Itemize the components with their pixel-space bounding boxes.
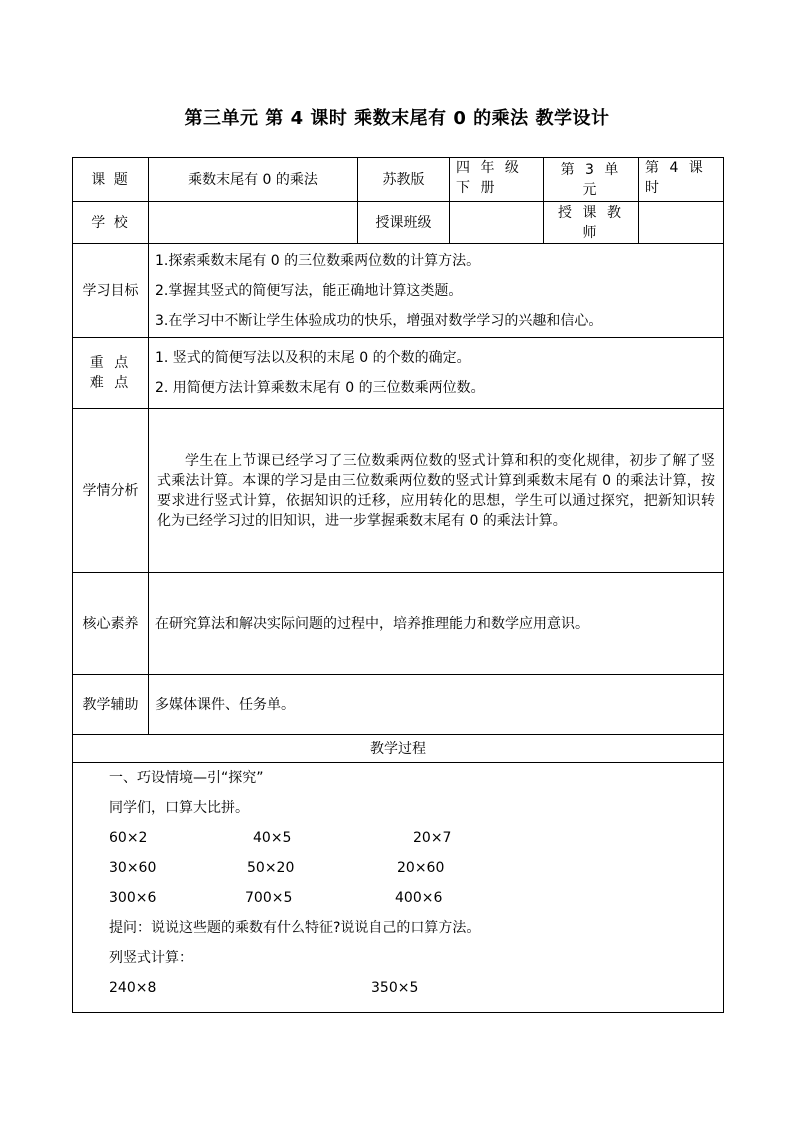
objectives-row — [73, 244, 724, 338]
literacy-row — [73, 573, 724, 675]
oral-calc-row — [109, 883, 723, 913]
teacher-label: 授 课 教 师 — [544, 202, 639, 244]
subject-value: 乘数末尾有 0 的乘法 — [149, 158, 358, 202]
process-question: 提问：说说这些题的乘数有什么特征?说说自己的口算方法。 — [109, 920, 481, 936]
objective-item: 2.掌握其竖式的简便写法，能正确地计算这类题。 — [155, 282, 463, 299]
school-label: 学 校 — [73, 202, 149, 244]
oral-calc-item: 40×5 — [253, 830, 292, 846]
oral-calc-item: 60×2 — [109, 830, 148, 846]
analysis-label: 学情分析 — [73, 409, 149, 573]
literacy-label: 核心素养 — [73, 573, 149, 675]
aids-text: 多媒体课件、任务单。 — [149, 675, 724, 735]
vertical-calc-item: 240×8 — [109, 980, 157, 996]
oral-calc-row — [109, 823, 723, 853]
process-heading-row — [73, 735, 724, 763]
vertical-calc-item: 350×5 — [371, 980, 419, 996]
oral-calc-item: 400×6 — [395, 890, 443, 906]
lesson-cell: 第 4 课 时 — [639, 158, 724, 202]
oral-calc-row — [109, 853, 723, 883]
process-intro: 同学们，口算大比拼。 — [109, 800, 249, 816]
oral-calc-item: 20×60 — [397, 860, 445, 876]
vertical-calc-label: 列竖式计算： — [109, 950, 193, 966]
edition-cell: 苏教版 — [358, 158, 450, 202]
objectives-label: 学习目标 — [73, 244, 149, 338]
objectives-content — [149, 244, 724, 338]
process-content — [73, 763, 724, 1013]
header-row — [73, 158, 724, 202]
grade-cell: 四 年 级 下 册 — [450, 158, 544, 202]
section-heading: 一、巧设情境—引“探究” — [109, 770, 264, 786]
key-points-label: 重 点 难 点 — [73, 338, 149, 409]
oral-calc-item: 20×7 — [413, 830, 452, 846]
school-row — [73, 202, 724, 244]
document-title: 第三单元 第 4 课时 乘数末尾有 0 的乘法 教学设计 — [184, 108, 610, 129]
unit-cell: 第 3 单 元 — [544, 158, 639, 202]
oral-calc-item: 50×20 — [247, 860, 295, 876]
class-value — [450, 202, 544, 244]
key-points-content — [149, 338, 724, 409]
teacher-value — [639, 202, 724, 244]
aids-label: 教学辅助 — [73, 675, 149, 735]
process-heading: 教学过程 — [73, 735, 724, 763]
lesson-plan-table — [72, 157, 724, 1013]
analysis-row — [73, 409, 724, 573]
oral-calc-item: 30×60 — [109, 860, 157, 876]
key-points-row — [73, 338, 724, 409]
oral-calc-item: 700×5 — [245, 890, 293, 906]
objective-item: 3.在学习中不断让学生体验成功的快乐，增强对数学学习的兴趣和信心。 — [155, 312, 603, 329]
class-label: 授课班级 — [358, 202, 450, 244]
analysis-text: 学生在上节课已经学习了三位数乘两位数的竖式计算和积的变化规律，初步了解了竖式乘法计算。本课的学习是由三位数乘两位数的竖式计算到乘数末尾有 0 的乘法计算，按要求进行竖式计算，依据知识的迁移，应用转化的思想，学生可以通过探究，把新知识转化为已经学习过的旧知识，进一步掌握乘数末尾有 0 的乘法计算。 — [149, 409, 724, 573]
subject-label: 课 题 — [73, 158, 149, 202]
key-point-item: 2. 用简便方法计算乘数末尾有 0 的三位数乘两位数。 — [155, 380, 485, 396]
aids-row — [73, 675, 724, 735]
objective-item: 1.探索乘数末尾有 0 的三位数乘两位数的计算方法。 — [155, 252, 481, 269]
vertical-calc-row — [109, 973, 723, 1003]
process-row — [73, 763, 724, 1013]
oral-calc-item: 300×6 — [109, 890, 157, 906]
key-point-item: 1. 竖式的简便写法以及积的末尾 0 的个数的确定。 — [155, 350, 471, 366]
literacy-text: 在研究算法和解决实际问题的过程中，培养推理能力和数学应用意识。 — [149, 573, 724, 675]
school-value — [149, 202, 358, 244]
